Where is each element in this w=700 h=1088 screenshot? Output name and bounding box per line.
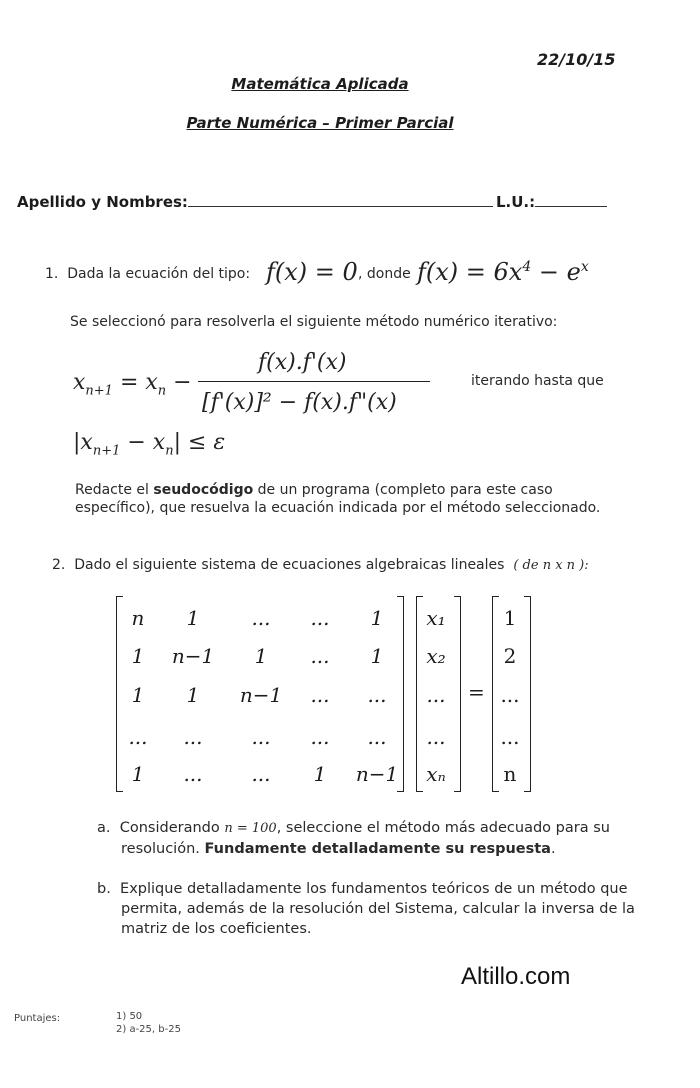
b-vector-cell: ... bbox=[500, 683, 520, 707]
page-title: Matemática Aplicada bbox=[231, 75, 409, 93]
name-label: Apellido y Nombres: bbox=[17, 193, 188, 211]
matrix-cell: 1 bbox=[313, 762, 327, 786]
matrix-cell: 1 bbox=[186, 683, 200, 707]
matrix-cell: 1 bbox=[131, 762, 145, 786]
puntajes-values: 1) 50 2) a-25, b-25 bbox=[116, 1011, 181, 1035]
matrix-cell: ... bbox=[310, 683, 330, 707]
matrix-cell: ... bbox=[251, 762, 271, 786]
fraction-denominator: [f'(x)]² − f(x).f"(x) bbox=[202, 390, 397, 415]
x-vector-cell: xₙ bbox=[426, 762, 446, 786]
exam-date: 22/10/15 bbox=[537, 50, 616, 69]
q1-task: Redacte el seudocódigo de un programa (completo para este caso específico), que resuelva la ecuación indicada por el método seleccionado. bbox=[75, 482, 601, 516]
q1-donde: , donde bbox=[358, 266, 411, 282]
matrix-cell: n−1 bbox=[239, 683, 283, 707]
x-vector-cell: ... bbox=[426, 683, 446, 707]
b-vector-cell: n bbox=[503, 762, 517, 786]
equals-sign: = bbox=[468, 680, 485, 704]
matrix-cell: ... bbox=[310, 606, 330, 630]
matrix-cell: ... bbox=[183, 725, 203, 749]
q1-method-text: Se seleccionó para resolverla el siguiente método numérico iterativo: bbox=[70, 314, 558, 330]
lu-label: L.U.: bbox=[496, 193, 536, 211]
matrix-cell: ... bbox=[128, 725, 148, 749]
page-subtitle: Parte Numérica – Primer Parcial bbox=[186, 114, 454, 132]
puntajes-label: Puntajes: bbox=[14, 1013, 61, 1024]
q2-intro: 2. Dado el siguiente sistema de ecuaciones algebraicas lineales ( de n x n ): bbox=[52, 557, 589, 573]
matrix-cell: 1 bbox=[254, 644, 268, 668]
q1-equation-zero: f(x) = 0 bbox=[266, 258, 358, 286]
matrix-cell: 1 bbox=[131, 683, 145, 707]
matrix-cell: ... bbox=[251, 606, 271, 630]
x-vector-cell: ... bbox=[426, 725, 446, 749]
matrix-cell: n bbox=[131, 606, 145, 630]
matrix-cell: ... bbox=[251, 725, 271, 749]
b-vector-cell: ... bbox=[500, 725, 520, 749]
matrix-cell: ... bbox=[367, 683, 387, 707]
matrix-cell: ... bbox=[310, 725, 330, 749]
matrix-cell: 1 bbox=[131, 644, 145, 668]
matrix-cell: n−1 bbox=[355, 762, 399, 786]
altillo-watermark: Altillo.com bbox=[461, 963, 571, 990]
fraction-numerator: f(x).f'(x) bbox=[258, 350, 347, 375]
matrix-cell: ... bbox=[310, 644, 330, 668]
q1-intro: 1. Dada la ecuación del tipo: bbox=[45, 266, 251, 282]
stop-condition: $|x_{n+1} - x_n| \le \varepsilon$ bbox=[73, 430, 226, 459]
q1-function: $f(x) = 6x^4 - e^x$ bbox=[417, 258, 589, 286]
matrix-cell: 1 bbox=[370, 644, 384, 668]
matrix-cell: n−1 bbox=[171, 644, 215, 668]
q2-part-b: b. Explique detalladamente los fundamentos teóricos de un método que permita, además de la resolución del Sistema, calcular la inversa de la matriz de los coeficientes. bbox=[97, 881, 635, 937]
b-vector-cell: 2 bbox=[503, 644, 517, 668]
matrix-cell: 1 bbox=[186, 606, 200, 630]
matrix-cell: ... bbox=[367, 725, 387, 749]
q2-part-a: a. Considerando n = 100, seleccione el método más adecuado para su resolución. Fundamente detalladamente su respuesta. bbox=[97, 820, 610, 857]
x-vector-cell: x₁ bbox=[426, 606, 446, 630]
matrix-cell: 1 bbox=[370, 606, 384, 630]
iteration-lhs: $x_{n+1} = x_n$ − bbox=[73, 370, 192, 399]
matrix-cell: ... bbox=[183, 762, 203, 786]
until-text: iterando hasta que bbox=[471, 373, 604, 389]
x-vector-cell: x₂ bbox=[426, 644, 446, 668]
b-vector-cell: 1 bbox=[503, 606, 517, 630]
